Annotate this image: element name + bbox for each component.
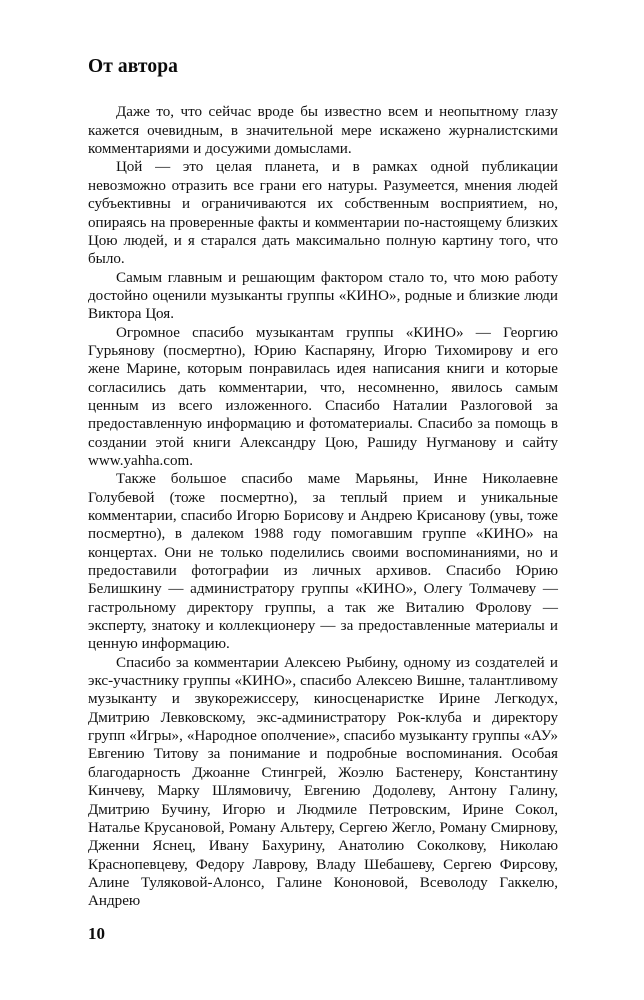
page-number: 10 (88, 924, 105, 943)
paragraph-5-text: Также большое спасибо маме Марьяны, Инне Николаевне Голубевой (тоже посмертно), за теплый прием и уникальные комментарии, спасибо Игорю Борисову и Андрею Крисанову (увы, тоже посмертно), в далеком 1988 году помогавшим группе «КИНО» на концертах. Они не только поделились своими воспоминаниями, но и предоставили фотографии из личных архивов. Спасибо Юрию Белишкину — администратору группы «КИНО», Олегу Толмачеву — гастрольному директору группы, а так же Виталию Фролову — эксперту, знатоку и коллекционеру — за предоставленные материалы и ценную информацию. (88, 471, 558, 653)
paragraph-4-text: Огромное спасибо музыкантам группы «КИНО» — Георгию Гурьянову (посмертно), Юрию Каспаряну, Игорю Тихомирову и его жене Марине, которым понравилась идея написания книги и которые согласились дать комментарии, что, несомненно, явилось самым ценным из всего изложенного. Спасибо Наталии Разлоговой за предоставленную информацию и фотоматериалы. Спасибо за помощь в создании этой книги Александру Цою, Рашиду Нугманову и сайту www.yahha.com. (88, 324, 558, 469)
paragraph-6 (88, 654, 558, 911)
paragraph-6-text: Спасибо за комментарии Алексею Рыбину, одному из создателей и экс-участнику группы «КИНО», спасибо Алексею Вишне, талантливому музыканту и звукорежиссеру, киносценаристке Ирине Легкодух, Дмитрию Левковскому, экс-администратору Рок-клуба и директору групп «Игры», «Народное ополчение», спасибо музыканту группы «АУ» Евгению Титову за понимание и подробные воспоминания. Особая благодарность Джоанне Стингрей, Жоэлю Бастенеру, Константину Кинчеву, Марку Шлямовичу, Евгению Додолеву, Антону Галину, Дмитрию Бучину, Игорю и Людмиле Петровским, Ирине Сокол, Наталье Крусановой, Роману Альтеру, Сергею Жегло, Роману Смирнову, Дженни Яснец, Ивану Бахурину, Анатолию Соколкову, Николаю Краснопевцеву, Федору Лаврову, Владу Шебашеву, Сергею Фирсову, Алине Туляковой-Алонсо, Галине Кононовой, Всеволоду Гаккелю, Андрею (88, 654, 558, 910)
paragraph-5 (88, 470, 558, 653)
paragraph-2-text: Цой — это целая планета, и в рамках одной публикации невозможно отразить все грани его натуры. Разумеется, мнения людей субъективны и ограничиваются их собственным восприятием, но, опираясь на проверенные факты и комментарии по-настоящему близких Цою людей, и я старался дать максимально полную картину того, что было. (88, 159, 558, 268)
page-content (88, 56, 558, 911)
paragraph-3-text: Самым главным и решающим фактором стало то, что мою работу достойно оценили музыканты группы «КИНО», родные и близкие люди Виктора Цоя. (88, 269, 558, 323)
paragraph-1 (88, 103, 558, 158)
paragraph-3 (88, 269, 558, 324)
paragraph-4 (88, 324, 558, 471)
paragraph-2 (88, 158, 558, 268)
page-title: От автора (88, 56, 178, 77)
paragraph-1-text: Даже то, что сейчас вроде бы известно всем и неопытному глазу кажется очевидным, в значительной мере искажено журналистскими комментариями и досужими домыслами. (88, 104, 558, 158)
